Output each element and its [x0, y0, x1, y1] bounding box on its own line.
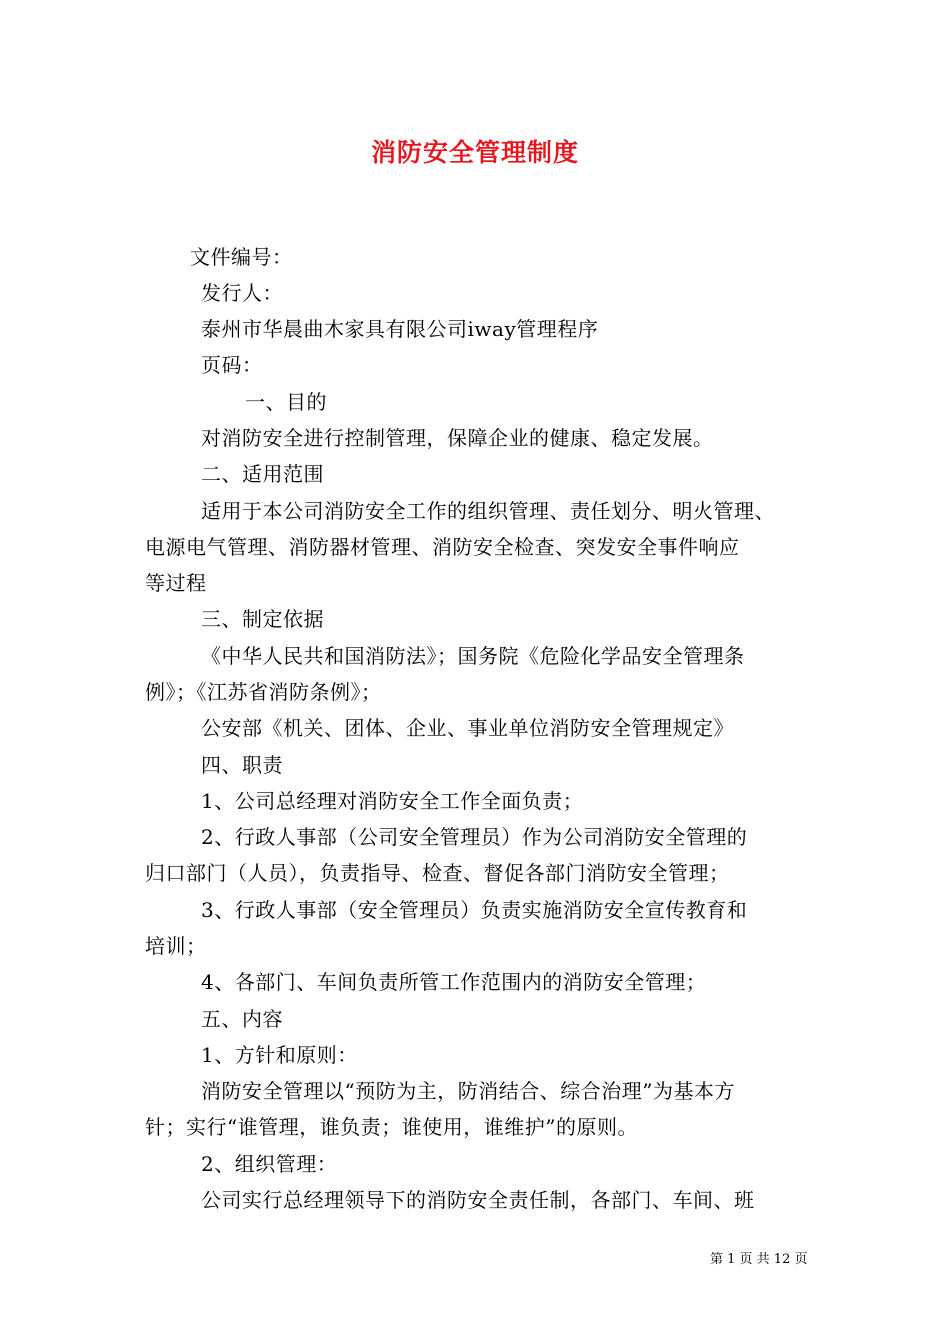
line-page-code: 页码：: [201, 353, 263, 377]
paragraph-line: 4、各部门、车间负责所管工作范围内的消防安全管理；: [201, 970, 707, 994]
paragraph-line: 1、公司总经理对消防安全工作全面负责；: [201, 789, 584, 813]
paragraph-line: 电源电气管理、消防器材管理、消防安全检查、突发安全事件响应: [145, 535, 740, 559]
paragraph-line: 《中华人民共和国消防法》；国务院《危险化学品安全管理条: [201, 644, 745, 668]
paragraph-line: 等过程: [145, 571, 207, 595]
paragraph-line: 针；实行“谁管理，谁负责；谁使用，谁维护”的原则。: [145, 1115, 638, 1139]
paragraph-line: 1、方针和原则：: [201, 1043, 358, 1067]
section-heading-basis: 三、制定依据: [201, 607, 324, 631]
line-company: 泰州市华晨曲木家具有限公司iway管理程序: [201, 317, 599, 341]
paragraph-line: 2、行政人事部（公司安全管理员）作为公司消防安全管理的: [201, 825, 748, 849]
section-heading-purpose: 一、目的: [245, 390, 327, 414]
paragraph-line: 适用于本公司消防安全工作的组织管理、责任划分、明火管理、: [201, 499, 775, 523]
line-issuer: 发行人：: [201, 281, 283, 305]
paragraph-line: 3、行政人事部（安全管理员）负责实施消防安全宣传教育和: [201, 898, 748, 922]
document-title: 消防安全管理制度: [370, 138, 579, 167]
paragraph-line: 公司实行总经理领导下的消防安全责任制，各部门、车间、班: [201, 1188, 755, 1212]
paragraph-line: 例》；《江苏省消防条例》；: [145, 680, 382, 704]
paragraph-line: 培训；: [145, 934, 207, 958]
paragraph-line: 归口部门（人员），负责指导、检查、督促各部门消防安全管理；: [145, 861, 730, 885]
paragraph-line: 消防安全管理以“预防为主，防消结合、综合治理”为基本方: [201, 1079, 735, 1103]
section-heading-scope: 二、适用范围: [201, 462, 324, 486]
paragraph-line: 公安部《机关、团体、企业、事业单位消防安全管理规定》: [201, 716, 734, 740]
line-file-number: 文件编号：: [190, 245, 293, 269]
paragraph-line: 对消防安全进行控制管理，保障企业的健康、稳定发展。: [201, 426, 714, 450]
page-number-footer: 第 1 页 共 12 页: [710, 1252, 808, 1267]
paragraph-line: 2、组织管理：: [201, 1152, 338, 1176]
section-heading-content: 五、内容: [201, 1007, 283, 1031]
section-heading-duties: 四、职责: [201, 753, 283, 777]
